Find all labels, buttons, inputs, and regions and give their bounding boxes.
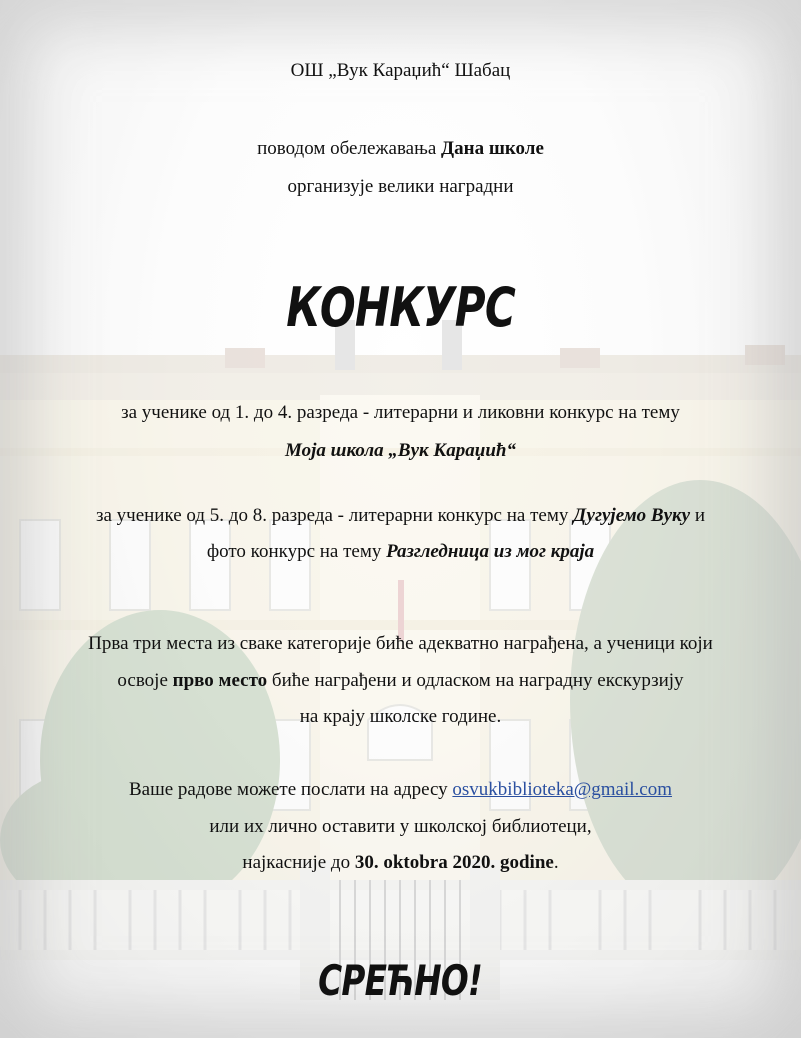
upper-grades-theme-1: Дугујемо Вуку (573, 505, 691, 526)
contest-title-row (0, 278, 801, 338)
submission-text: Ваше радове можете послати на адресу (128, 779, 453, 800)
intro-text: поводом обележавања (257, 138, 442, 159)
upper-grades-theme-2: Разгледница из мог краја (386, 541, 595, 562)
prizes-line-2 (0, 669, 801, 693)
contest-title: КОНКУРС (286, 276, 515, 339)
prizes-line-3: на крају школске године. (299, 706, 502, 727)
intro-line-2: организује велики наградни (287, 176, 514, 197)
prizes-text: освоје (117, 670, 173, 691)
photo-contest-description (0, 540, 801, 564)
school-day-highlight: Дана школе (441, 138, 544, 159)
deadline-date: 30. oktobra 2020. godine (354, 852, 554, 873)
intro-line-1 (0, 137, 801, 161)
email-link[interactable]: osvukbiblioteka@gmail.com (452, 779, 673, 800)
closing-wish: СРЕЋНО! (318, 956, 483, 1005)
deadline-text: најкасније до (242, 852, 355, 873)
closing-row (0, 956, 801, 1006)
prizes-line-1: Прва три места из сваке категорије биће адекватно награђена, а ученици који (88, 633, 713, 654)
lower-grades-theme: Моја школа „Вук Караџић“ (285, 440, 516, 461)
upper-grades-text: за ученике од 5. до 8. разреда - литерарни конкурс на тему (95, 505, 574, 526)
submission-line-1 (0, 778, 801, 802)
lower-grades-description: за ученике од 1. до 4. разреда - литерарни и ликовни конкурс на тему (121, 402, 680, 423)
submission-line-3 (0, 851, 801, 875)
submission-line-2: или их лично оставити у школској библиотеци, (209, 816, 592, 837)
prizes-suffix: биће награђени и одласком на наградну екскурзију (267, 670, 684, 691)
first-place-highlight: прво место (172, 670, 268, 691)
deadline-suffix: . (553, 852, 559, 873)
upper-grades-suffix: и (690, 505, 706, 526)
school-name: ОШ „Вук Караџић“ Шабац (290, 60, 511, 81)
photo-contest-text: фото конкурс на тему (206, 541, 387, 562)
upper-grades-description (0, 504, 801, 528)
